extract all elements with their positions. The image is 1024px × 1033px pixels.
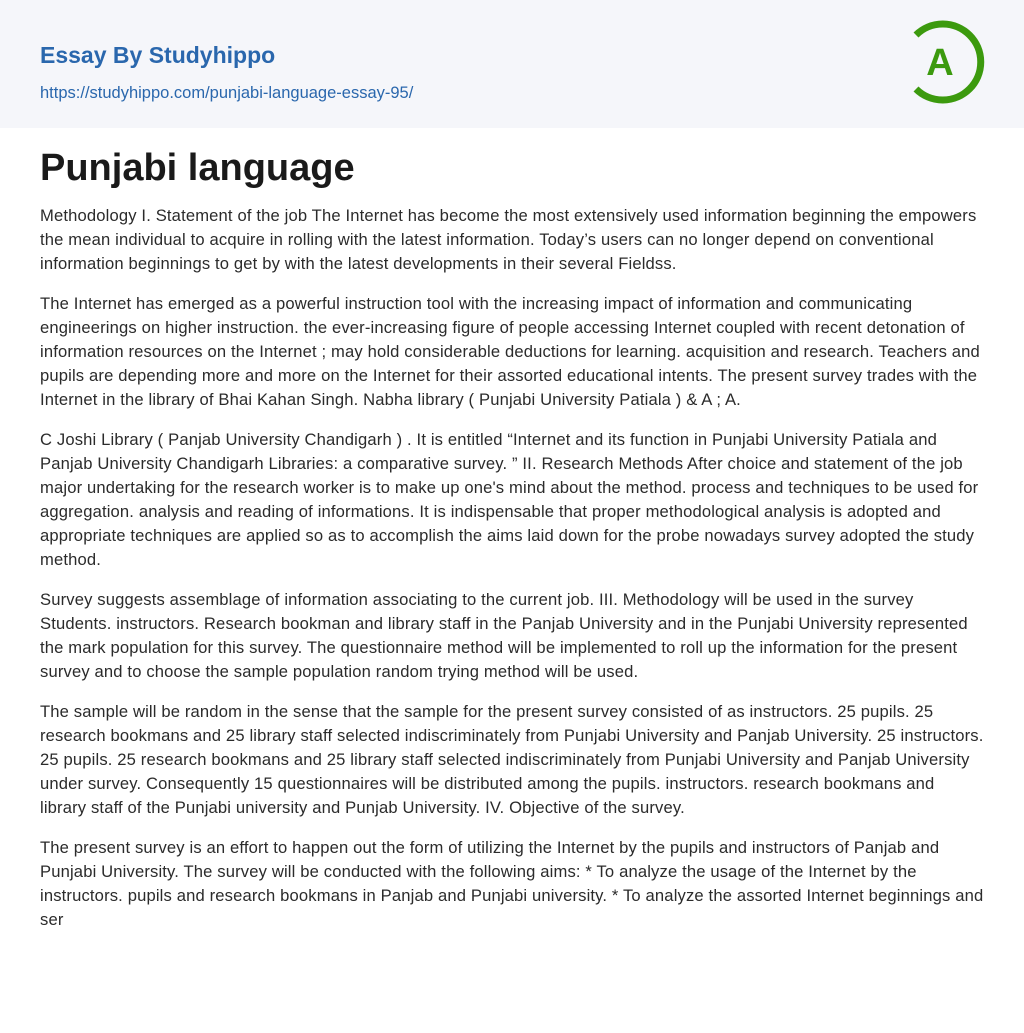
paragraph: The present survey is an effort to happen out the form of utilizing the Internet by the pupils and instructors of Panjab and Punjabi University. The survey will be conducted with the following aims: * To analyze the usage of the Internet by the instructors. pupils and research bookmans in Panjab and Punjabi university. * To analyze the assorted Internet beginnings and ser [40,838,984,929]
paragraph: The sample will be random in the sense that the sample for the present survey consisted of as instructors. 25 pupils. 25 research bookmans and 25 library staff selected indiscriminately from Punjabi University and Panjab University. 25 instructors. 25 pupils. 25 research bookmans and 25 library staff selected indiscriminately from Punjabi University and Panjab University under survey. Consequently 15 questionnaires will be distributed among the pupils. instructors. research bookmans and library staff of the Punjabi university and Punjab University. IV. Objective of the survey. [40,702,984,817]
essay-url-link[interactable]: https://studyhippo.com/punjabi-language-essay-95/ [40,84,414,102]
studyhippo-logo-icon[interactable] [906,19,990,105]
paragraph: Survey suggests assemblage of information associating to the current job. III. Methodology will be used in the survey Students. instructors. Research bookman and library staff in the Panjab University and in the Punjabi University represented the mark population for this survey. The questionnaire method will be implemented to roll up the information for the present survey and to choose the sample population random trying method will be used. [40,590,968,681]
site-header [0,0,1024,128]
article [0,128,1024,932]
paragraph: Methodology I. Statement of the job The Internet has become the most extensively used information beginning the empowers the mean individual to acquire in rolling with the latest information. Today’s users can no longer depend on conventional information beginnings to get by with the latest developments in their several Fieldss. [40,206,977,273]
paragraph: C Joshi Library ( Panjab University Chandigarh ) . It is entitled “Internet and its function in Punjabi University Patiala and Panjab University Chandigarh Libraries: a comparative survey. ” II. Research Methods After choice and statement of the job major undertaking for the research worker is to make up one's mind about the method. process and techniques to be used for aggregation. analysis and reading of informations. It is indispensable that proper methodological analysis is adopted and appropriate techniques are applied so as to accomplish the aims laid down for the probe nowadays survey adopted the study method. [40,430,979,569]
paragraph: The Internet has emerged as a powerful instruction tool with the increasing impact of information and communicating engineerings on higher instruction. the ever-increasing figure of people accessing Internet coupled with recent detonation of information resources on the Internet ; may hold considerable deductions for learning. acquisition and research. Teachers and pupils are depending more and more on the Internet for their assorted educational intents. The present survey trades with the Internet in the library of Bhai Kahan Singh. Nabha library ( Punjabi University Patiala ) & A ; A. [40,294,980,409]
page-title: Punjabi language [40,147,355,189]
logo-letter: A [926,42,954,84]
brand-title[interactable]: Essay By Studyhippo [40,42,276,68]
